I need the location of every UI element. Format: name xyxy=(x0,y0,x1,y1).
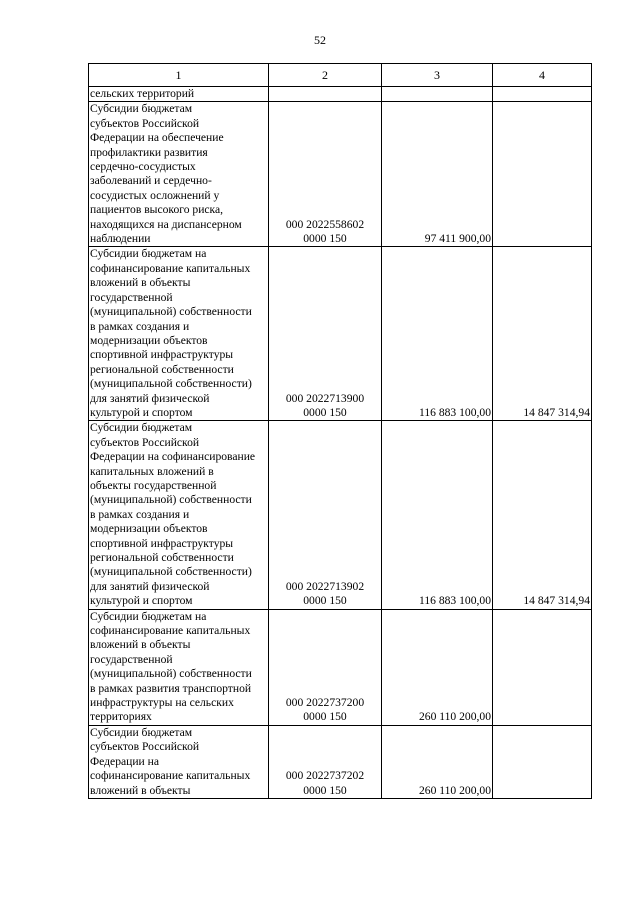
row-amount-col4: 14 847 314,94 xyxy=(493,421,592,609)
row-amount-col3: 97 411 900,00 xyxy=(382,102,493,247)
row-description: Субсидии бюджетам субъектов Российской Федерации на обеспечение профилактики развития сердечно-сосудистых заболеваний и сердечно- сосудистых осложнений у пациентов высокого риска, находящихся на диспансерном наблюдении xyxy=(89,102,269,247)
row-code xyxy=(269,87,382,102)
column-header-1: 1 xyxy=(89,64,269,87)
row-code: 000 2022737202 0000 150 xyxy=(269,725,382,798)
row-code: 000 2022713900 0000 150 xyxy=(269,247,382,421)
row-amount-col3: 260 110 200,00 xyxy=(382,725,493,798)
table-row xyxy=(89,102,592,247)
row-amount-col4 xyxy=(493,609,592,725)
row-amount-col3: 260 110 200,00 xyxy=(382,609,493,725)
row-amount-col3 xyxy=(382,87,493,102)
column-header-3: 3 xyxy=(382,64,493,87)
row-code: 000 2022713902 0000 150 xyxy=(269,421,382,609)
row-amount-col3: 116 883 100,00 xyxy=(382,247,493,421)
row-code: 000 2022737200 0000 150 xyxy=(269,609,382,725)
row-description: Субсидии бюджетам на софинансирование капитальных вложений в объекты государственной (муниципальной) собственности в рамках развития транспортной инфраструктуры на сельских территориях xyxy=(89,609,269,725)
budget-table xyxy=(88,63,592,799)
table-row xyxy=(89,421,592,609)
table-row xyxy=(89,87,592,102)
row-amount-col4: 14 847 314,94 xyxy=(493,247,592,421)
column-header-4: 4 xyxy=(493,64,592,87)
table-row xyxy=(89,247,592,421)
row-description: сельских территорий xyxy=(89,87,269,102)
row-description: Субсидии бюджетам субъектов Российской Федерации на софинансирование капитальных вложений в объекты xyxy=(89,725,269,798)
table-row xyxy=(89,609,592,725)
row-amount-col4 xyxy=(493,87,592,102)
row-description: Субсидии бюджетам субъектов Российской Федерации на софинансирование капитальных вложений в объекты государственной (муниципальной) собственности в рамках создания и модернизации объектов спортивной инфраструктуры региональной собственности (муниципальной собственности) для занятий физической культурой и спортом xyxy=(89,421,269,609)
row-amount-col4 xyxy=(493,102,592,247)
row-amount-col4 xyxy=(493,725,592,798)
row-code: 000 2022558602 0000 150 xyxy=(269,102,382,247)
table-row xyxy=(89,725,592,798)
row-description: Субсидии бюджетам на софинансирование капитальных вложений в объекты государственной (муниципальной) собственности в рамках создания и модернизации объектов спортивной инфраструктуры региональной собственности (муниципальной собственности) для занятий физической культурой и спортом xyxy=(89,247,269,421)
row-amount-col3: 116 883 100,00 xyxy=(382,421,493,609)
column-header-2: 2 xyxy=(269,64,382,87)
table-header-row xyxy=(89,64,592,87)
page-number: 52 xyxy=(314,33,326,47)
